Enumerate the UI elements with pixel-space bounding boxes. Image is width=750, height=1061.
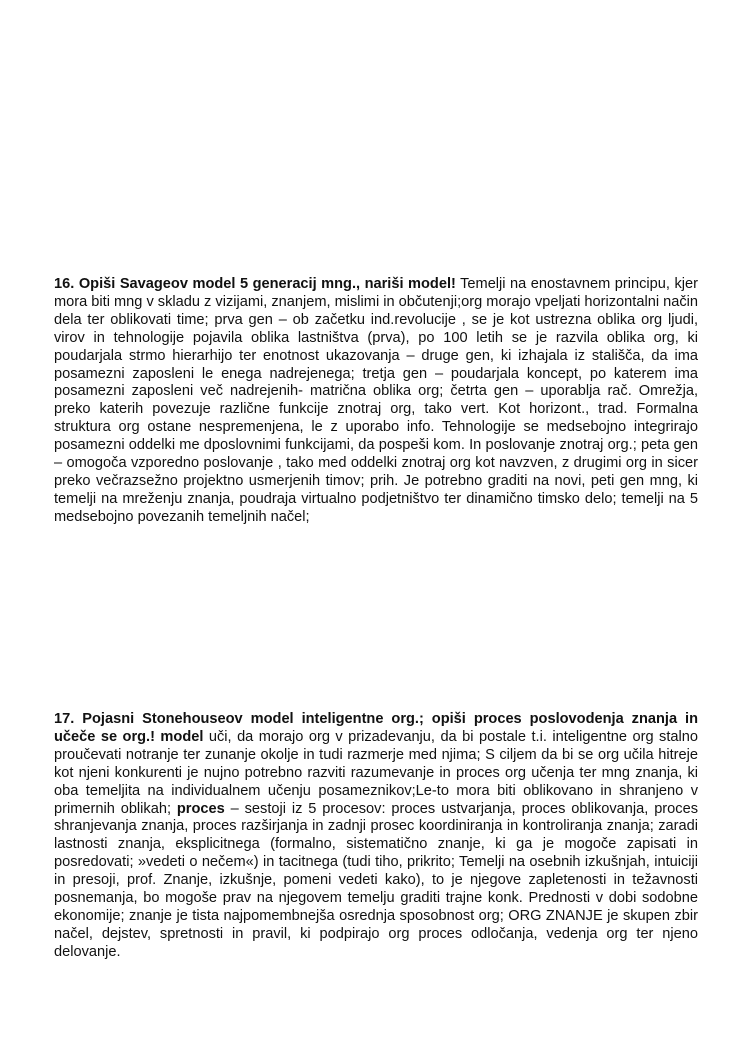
- section-16-heading: Opiši Savageov model 5 generacij mng., nariši model!: [78, 276, 456, 292]
- section-16-body: Temelji na enostavnem principu, kjer mora biti mng v skladu z vizijami, znanjem, mislimi in občutenji;org morajo vpeljati horizontalni način dela ter oblikovati time; prva gen – ob začetku ind.revolucije , se je kot ustrezna oblika org ljudi, virov in tehnologije pojavila oblika lastništva (prva), po 100 letih se je razvila oblika org, ki poudarjala strmo hierarhijo ter enotnost ukazovanja – druge gen, ki izhajala iz stališča, da ima posamezni zaposleni le enega nadrejenega; tretja gen – poudarjala koncept, po katerem ima posamezni zaposleni več nadrejenih- matrična oblika org; četrta gen – uporablja rač. Omrežja, preko katerih povezuje različne funkcije znotraj org, tako vert. Kot horizont., trad. Formalna struktura org ostane nespremenjena, le z uporabo info. Tehnologije se medsebojno integrirajo posamezni oddelki me dposlovnimi funkcijami, da pospeši kom. In poslovanje znotraj org.; peta gen – omogoča vzporedno poslovanje , tako med oddelki znotraj org kot navzven, z drugimi org in sicer preko večrazsežno projektno usmerjenih timov; prih. Je potrebno graditi na novi, peti gen mng, ki temelji na mreženju znanja, poudraja virtualno podjetništvo ter dinamično timsko delo; temelji na 5 medsebojno povezanih temeljnih načel;: [54, 276, 699, 525]
- section-17-number: 17.: [54, 711, 75, 727]
- section-17-inline-bold: proces: [176, 800, 225, 817]
- section-17: [54, 711, 698, 962]
- section-17-body-part1: uči, da morajo org v prizadevanju, da bi postale t.i. inteligentne org stalno proučevati notranje ter zunanje okolje in tudi razmerje med njima; S ciljem da bi se org učila hitreje kot njeni konkurenti je nujno potrebno razviti razumevanje in proces org učenja ter mng znanja, ki oba temeljita na individualnem učenju posameznikov;Le-to mora biti oblikovano in shranjeno v primernih oblikah;: [54, 728, 698, 817]
- section-17-heading: Pojasni Stonehouseov model inteligentne org.; opiši proces poslovodenja znanja in učeče se org.! model: [54, 711, 698, 745]
- section-17-body-part2: – sestoji iz 5 procesov: proces ustvarjanja, proces oblikovanja, proces shranjevanja znanja, proces razširjanja in zadnji prosec koordiniranja in kontroliranja znanja; zaradi lastnosti znanja, eksplicitnega (formalno, sistematično znanje, ki ga je mogoče zapisati in posredovati; »vedeti o nečem«) in tacitnega (tudi tiho, prikrito; Temelji na osebnih izkušnjah, intuiciji in presoji, prof. Znanje, izkušnje, pomeni vedeti kako), to je njegove zapletenosti in težavnosti posnemanja, bo mogoše prav na njegovem temelju graditi trajne konk. Prednosti v dobi sodobne ekonomije; znanje je tista najpomembnejša osrednja sposobnost org; ORG ZNANJE je skupen zbir načel, dejstev, spretnosti in pravil, ki podpirajo org proces odločanja, vedenja org ter njeno delovanje.: [54, 800, 698, 960]
- section-16-number: 16.: [54, 276, 75, 292]
- section-16: [54, 276, 698, 527]
